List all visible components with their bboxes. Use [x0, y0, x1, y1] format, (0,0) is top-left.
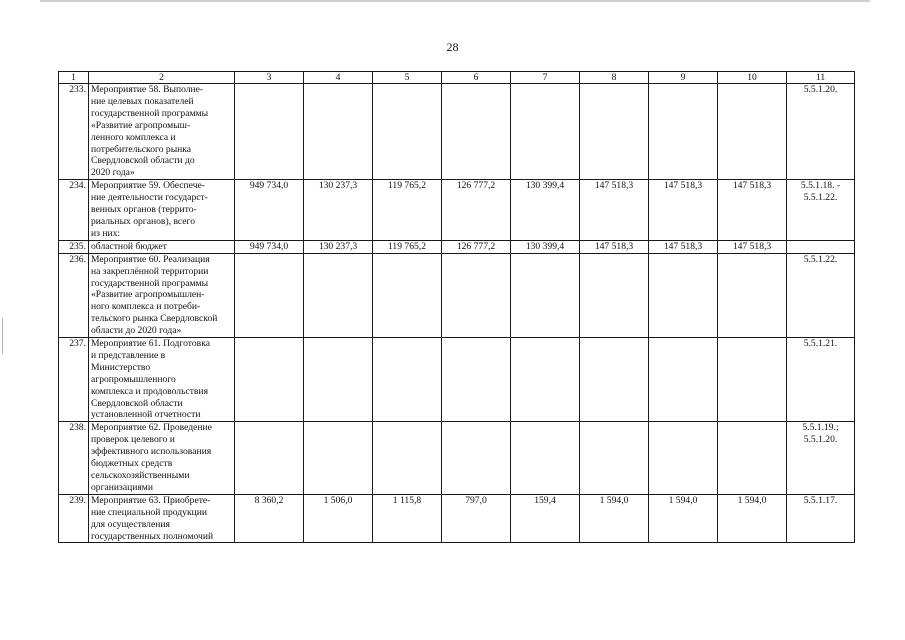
amount-cell: 159,4 [511, 494, 580, 543]
column-number-header: 3 [235, 72, 304, 84]
measure-name-line: агропромышленного [91, 373, 176, 385]
measure-name-line: сельскохозяйственными [91, 470, 190, 481]
measure-name-line: государственных полномочий [91, 530, 214, 542]
amount-cell: 130 237,3 [304, 180, 373, 241]
table-row [59, 180, 855, 241]
amount-cell: 1 506,0 [304, 494, 373, 543]
amount-cell [442, 338, 511, 422]
target-code-cell [787, 180, 855, 241]
amount-cell: 126 777,2 [442, 240, 511, 253]
row-number-cell: 239. [59, 494, 89, 543]
amount-cell [304, 422, 373, 494]
amount-cell [718, 253, 787, 337]
column-number-header: 4 [304, 72, 373, 84]
column-number-header: 8 [580, 72, 649, 84]
row-number-cell: 237. [59, 338, 89, 422]
target-code-cell [787, 494, 855, 543]
measure-name-line: ние деятельности государст- [91, 192, 208, 204]
target-code-cell [787, 338, 855, 422]
scan-margin-mark [2, 318, 3, 354]
row-number-cell: 233. [59, 84, 89, 180]
amount-cell [580, 84, 649, 180]
column-number-header: 2 [89, 72, 235, 84]
measure-name-line: «Развитие агропромыш- [91, 119, 191, 131]
amount-cell [235, 338, 304, 422]
amount-cell: 130 399,4 [511, 240, 580, 253]
target-code-line: 5.5.1.20. [803, 434, 838, 446]
column-number-header: 6 [442, 72, 511, 84]
amount-cell [235, 84, 304, 180]
measure-name-line: Мероприятие 62. Проведение [91, 422, 212, 434]
amount-cell: 1 594,0 [718, 494, 787, 543]
measure-name-cell [89, 338, 235, 422]
amount-cell [304, 338, 373, 422]
amount-cell: 147 518,3 [580, 240, 649, 253]
amount-cell: 949 734,0 [235, 240, 304, 253]
target-code-line: 5.5.1.22. [803, 192, 838, 204]
measure-name-cell [89, 253, 235, 337]
target-code-cell [787, 253, 855, 337]
amount-cell: 949 734,0 [235, 180, 304, 241]
measure-name-line: Мероприятие 61. Подготовка [91, 338, 210, 350]
amount-cell [580, 338, 649, 422]
target-code-line: 5.5.1.19.; [802, 422, 839, 434]
amount-cell [580, 422, 649, 494]
measure-name-line: 2020 года» [91, 167, 135, 179]
amount-cell: 147 518,3 [718, 240, 787, 253]
measure-name-cell [89, 240, 235, 253]
amount-cell [511, 253, 580, 337]
measure-name-line: организациями [91, 481, 153, 493]
amount-cell: 130 399,4 [511, 180, 580, 241]
target-code-line: 5.5.1.17. [803, 494, 838, 506]
column-number-header: 5 [373, 72, 442, 84]
amount-cell [511, 422, 580, 494]
amount-cell [511, 338, 580, 422]
measure-name-line: Мероприятие 58. Выполне- [91, 84, 204, 95]
column-number-header: 7 [511, 72, 580, 84]
amount-cell [304, 84, 373, 180]
target-code-line: 5.5.1.22. [803, 253, 838, 265]
amount-cell: 147 518,3 [580, 180, 649, 241]
amount-cell: 1 115,8 [373, 494, 442, 543]
measure-name-line: Свердловской области [91, 397, 183, 409]
amount-cell [511, 84, 580, 180]
measure-name-line: Мероприятие 59. Обеспече- [91, 180, 205, 192]
column-number-header: 11 [787, 72, 855, 84]
measure-name-line: «Развитие агропромышлен- [91, 289, 205, 301]
amount-cell: 1 594,0 [580, 494, 649, 543]
amount-cell [442, 84, 511, 180]
table-row [59, 84, 855, 180]
amount-cell: 147 518,3 [649, 180, 718, 241]
measure-name-line: на закреплённой территории [91, 265, 209, 277]
amount-cell [649, 84, 718, 180]
amount-cell [304, 253, 373, 337]
measure-name-line: ние специальной продукции [91, 506, 208, 518]
measure-name-cell [89, 180, 235, 241]
amount-cell: 119 765,2 [373, 180, 442, 241]
amount-cell [649, 422, 718, 494]
amount-cell [718, 84, 787, 180]
amount-cell [649, 253, 718, 337]
column-number-header: 9 [649, 72, 718, 84]
measure-name-line: ленного комплекса и [91, 131, 176, 143]
measure-name-line: государственной программы [91, 107, 209, 119]
measure-name-line: государственной программы [91, 277, 209, 289]
amount-cell: 8 360,2 [235, 494, 304, 543]
table-row [59, 494, 855, 543]
amount-cell: 119 765,2 [373, 240, 442, 253]
amount-cell: 147 518,3 [649, 240, 718, 253]
measure-name-line: областной бюджет [91, 240, 167, 252]
amount-cell: 1 594,0 [649, 494, 718, 543]
target-code-line: 5.5.1.21. [803, 338, 838, 350]
measure-name-line: тельского рынка Свердловской [91, 313, 218, 325]
column-number-header: 1 [59, 72, 89, 84]
target-code-line: 5.5.1.20. [803, 84, 838, 95]
target-code-line: 5.5.1.18. - [800, 180, 841, 192]
target-code-cell [787, 422, 855, 494]
amount-cell [235, 422, 304, 494]
target-code-cell [787, 240, 855, 253]
amount-cell: 130 237,3 [304, 240, 373, 253]
amount-cell: 797,0 [442, 494, 511, 543]
measure-name-line: комплекса и продовольствия [91, 385, 208, 397]
amount-cell [649, 338, 718, 422]
measure-name-line: из них: [91, 227, 121, 239]
table-row [59, 240, 855, 253]
measure-name-line: установленной отчетности [91, 409, 201, 421]
measure-name-line: потребительского рынка [91, 143, 192, 155]
column-number-row [59, 72, 855, 84]
amount-cell [442, 253, 511, 337]
amount-cell [580, 253, 649, 337]
amount-cell [718, 422, 787, 494]
measure-name-line: проверок целевого и [91, 434, 175, 446]
measure-name-line: Министерство [91, 361, 151, 373]
amount-cell [718, 338, 787, 422]
measure-name-line: бюджетных средств [91, 458, 173, 470]
target-code-cell [787, 84, 855, 180]
top-scan-edge [40, 0, 870, 2]
table-row [59, 253, 855, 337]
amount-cell [373, 253, 442, 337]
column-number-header: 10 [718, 72, 787, 84]
measure-name-line: области до 2020 года» [91, 325, 182, 337]
measure-name-line: Мероприятие 63. Приобрете- [91, 494, 211, 506]
measure-name-line: Свердловской области до [91, 155, 195, 167]
budget-table [58, 71, 855, 543]
measure-name-cell [89, 84, 235, 180]
measure-name-line: Мероприятие 60. Реализация [91, 253, 210, 265]
amount-cell [373, 338, 442, 422]
measure-name-line: ного комплекса и потреби- [91, 301, 201, 313]
measure-name-line: для осуществления [91, 518, 170, 530]
row-number-cell: 236. [59, 253, 89, 337]
row-number-cell: 235. [59, 240, 89, 253]
amount-cell [373, 422, 442, 494]
row-number-cell: 238. [59, 422, 89, 494]
measure-name-line: риальных органов), всего [91, 215, 196, 227]
page-number: 28 [446, 40, 459, 54]
row-number-cell: 234. [59, 180, 89, 241]
amount-cell [442, 422, 511, 494]
measure-name-cell [89, 494, 235, 543]
table-row [59, 338, 855, 422]
measure-name-line: ние целевых показателей [91, 95, 194, 107]
amount-cell [235, 253, 304, 337]
amount-cell [373, 84, 442, 180]
measure-name-line: эффективного использования [91, 446, 212, 458]
amount-cell: 147 518,3 [718, 180, 787, 241]
measure-name-line: венных органов (террито- [91, 204, 197, 216]
amount-cell: 126 777,2 [442, 180, 511, 241]
measure-name-line: и представление в [91, 349, 166, 361]
measure-name-cell [89, 422, 235, 494]
table-row [59, 422, 855, 494]
